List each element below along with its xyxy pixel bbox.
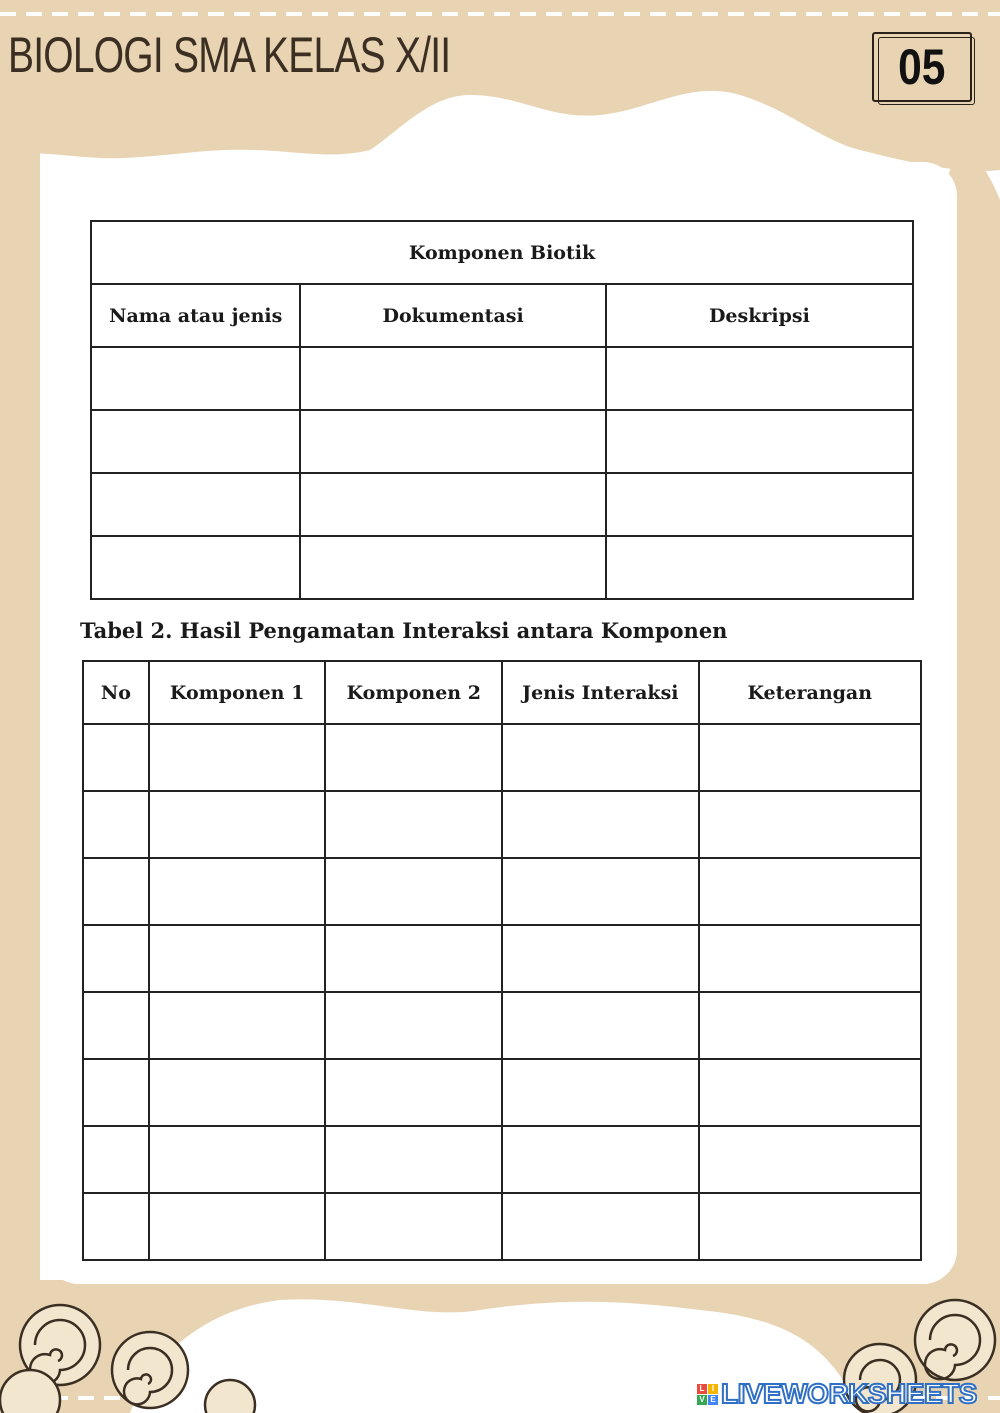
liveworksheets-watermark — [697, 1378, 977, 1410]
logo-letter: I — [708, 1384, 718, 1394]
biotic-components-table — [90, 220, 914, 600]
table2-header-component-2: Komponen 2 — [325, 661, 502, 724]
table-cell-input[interactable] — [83, 992, 149, 1059]
table-row — [83, 1193, 921, 1260]
table2-header-no: No — [83, 661, 149, 724]
table-row — [83, 1059, 921, 1126]
table-cell-input[interactable] — [300, 410, 605, 473]
table-cell-input[interactable] — [699, 791, 921, 858]
table-cell-input[interactable] — [325, 925, 502, 992]
table-cell-input[interactable] — [699, 1126, 921, 1193]
table1-header-description: Deskripsi — [606, 284, 913, 347]
table-cell-input[interactable] — [91, 347, 300, 410]
table-cell-input[interactable] — [502, 925, 698, 992]
table-cell-input[interactable] — [149, 858, 326, 925]
table-cell-input[interactable] — [606, 473, 913, 536]
table-row — [83, 724, 921, 791]
table-cell-input[interactable] — [300, 536, 605, 599]
table-row — [91, 410, 913, 473]
table-row — [83, 858, 921, 925]
table-cell-input[interactable] — [91, 410, 300, 473]
table-cell-input[interactable] — [91, 473, 300, 536]
table-cell-input[interactable] — [325, 1126, 502, 1193]
table-cell-input[interactable] — [502, 858, 698, 925]
table-cell-input[interactable] — [606, 410, 913, 473]
table-cell-input[interactable] — [699, 1059, 921, 1126]
table-cell-input[interactable] — [699, 858, 921, 925]
table-cell-input[interactable] — [83, 1193, 149, 1260]
watermark-text: LIVEWORKSHEETS — [721, 1378, 977, 1409]
logo-letter: L — [697, 1384, 707, 1394]
table-cell-input[interactable] — [149, 1126, 326, 1193]
table-cell-input[interactable] — [149, 724, 326, 791]
table-cell-input[interactable] — [502, 1126, 698, 1193]
table-cell-input[interactable] — [325, 992, 502, 1059]
table-cell-input[interactable] — [149, 925, 326, 992]
table1-header-name: Nama atau jenis — [91, 284, 300, 347]
header-title: BIOLOGI SMA KELAS X/II — [8, 27, 451, 83]
table-cell-input[interactable] — [325, 791, 502, 858]
table-cell-input[interactable] — [83, 858, 149, 925]
table-cell-input[interactable] — [699, 925, 921, 992]
table2-caption: Tabel 2. Hasil Pengamatan Interaksi antara Komponen — [80, 618, 728, 643]
table1-header-documentation: Dokumentasi — [300, 284, 605, 347]
logo-letter: E — [708, 1395, 718, 1405]
table-cell-input[interactable] — [149, 1193, 326, 1260]
table2-header-component-1: Komponen 1 — [149, 661, 326, 724]
table-cell-input[interactable] — [325, 1193, 502, 1260]
table-cell-input[interactable] — [149, 791, 326, 858]
table-row — [83, 791, 921, 858]
table-cell-input[interactable] — [502, 791, 698, 858]
table-row — [83, 925, 921, 992]
table-cell-input[interactable] — [149, 1059, 326, 1126]
table2-header-notes: Keterangan — [699, 661, 921, 724]
table1-title: Komponen Biotik — [91, 221, 913, 284]
table-row — [91, 347, 913, 410]
table-cell-input[interactable] — [83, 1126, 149, 1193]
page-number: 05 — [898, 39, 946, 95]
table-cell-input[interactable] — [502, 1059, 698, 1126]
logo-letter: V — [697, 1395, 707, 1405]
table-cell-input[interactable] — [502, 1193, 698, 1260]
table-row — [91, 473, 913, 536]
table-cell-input[interactable] — [606, 347, 913, 410]
table-cell-input[interactable] — [83, 724, 149, 791]
table-cell-input[interactable] — [325, 1059, 502, 1126]
table-cell-input[interactable] — [502, 724, 698, 791]
table-cell-input[interactable] — [149, 992, 326, 1059]
page-number-badge — [872, 32, 972, 102]
table-cell-input[interactable] — [300, 473, 605, 536]
interaction-table — [82, 660, 922, 1261]
table2-header-interaction-type: Jenis Interaksi — [502, 661, 698, 724]
table-row — [83, 1126, 921, 1193]
table-cell-input[interactable] — [83, 925, 149, 992]
table-cell-input[interactable] — [699, 992, 921, 1059]
table-cell-input[interactable] — [83, 791, 149, 858]
table-cell-input[interactable] — [83, 1059, 149, 1126]
table-cell-input[interactable] — [606, 536, 913, 599]
table-cell-input[interactable] — [699, 1193, 921, 1260]
table-cell-input[interactable] — [502, 992, 698, 1059]
table-cell-input[interactable] — [325, 858, 502, 925]
table-row — [83, 992, 921, 1059]
table-cell-input[interactable] — [91, 536, 300, 599]
table-cell-input[interactable] — [300, 347, 605, 410]
liveworksheets-logo-icon — [697, 1384, 718, 1405]
table-cell-input[interactable] — [699, 724, 921, 791]
table-row — [91, 536, 913, 599]
table-cell-input[interactable] — [325, 724, 502, 791]
